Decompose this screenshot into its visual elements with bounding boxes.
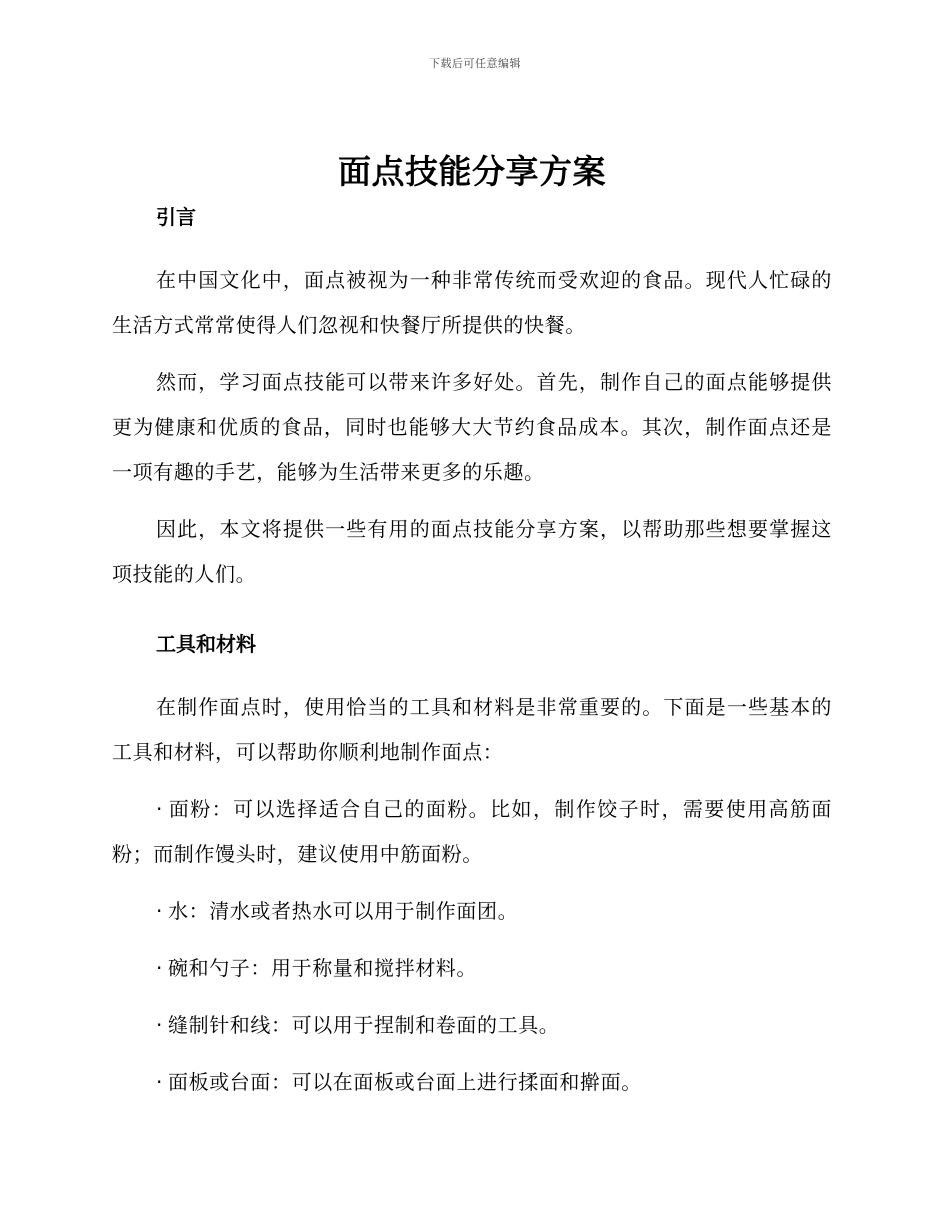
bullet-dot-icon: · (156, 1013, 163, 1037)
tools-item-text: 面板或台面：可以在面板或台面上进行揉面和擀面。 (168, 1070, 642, 1094)
tools-list-item (112, 1060, 832, 1105)
tools-list-item (112, 946, 832, 991)
bullet-dot-icon: · (156, 899, 163, 923)
intro-paragraph-3: 因此，本文将提供一些有用的面点技能分享方案，以帮助那些想要掌握这项技能的人们。 (112, 517, 832, 586)
tools-item-text: 缝制针和线：可以用于捏制和卷面的工具。 (168, 1013, 560, 1037)
tools-item-text: 碗和勺子：用于称量和搅拌材料。 (168, 956, 477, 980)
bullet-dot-icon: · (156, 1070, 163, 1094)
tools-item-text: 水：清水或者热水可以用于制作面团。 (168, 899, 519, 923)
tools-item-text: 面粉：可以选择适合自己的面粉。比如，制作饺子时，需要使用高筋面粉；而制作馒头时，建议使用中筋面粉。 (112, 797, 832, 866)
section-heading-intro: 引言 (156, 205, 196, 229)
tools-intro-paragraph: 在制作面点时，使用恰当的工具和材料是非常重要的。下面是一些基本的工具和材料，可以帮助你顺利地制作面点： (112, 695, 832, 764)
tools-list-item (112, 787, 832, 877)
bullet-dot-icon: · (156, 797, 163, 821)
document-body (112, 148, 832, 1117)
header-note: 下载后可任意编辑 (429, 57, 521, 70)
document-title: 面点技能分享方案 (338, 152, 606, 191)
section-heading-tools: 工具和材料 (156, 632, 256, 656)
tools-list-item (112, 889, 832, 934)
intro-paragraph-2: 然而，学习面点技能可以带来许多好处。首先，制作自己的面点能够提供更为健康和优质的食品，同时也能够大大节约食品成本。其次，制作面点还是一项有趣的手艺，能够为生活带来更多的乐趣。 (112, 370, 832, 484)
bullet-dot-icon: · (156, 956, 163, 980)
tools-list-item (112, 1003, 832, 1048)
intro-paragraph-1: 在中国文化中，面点被视为一种非常传统而受欢迎的食品。现代人忙碌的生活方式常常使得人们忽视和快餐厅所提供的快餐。 (112, 268, 832, 337)
